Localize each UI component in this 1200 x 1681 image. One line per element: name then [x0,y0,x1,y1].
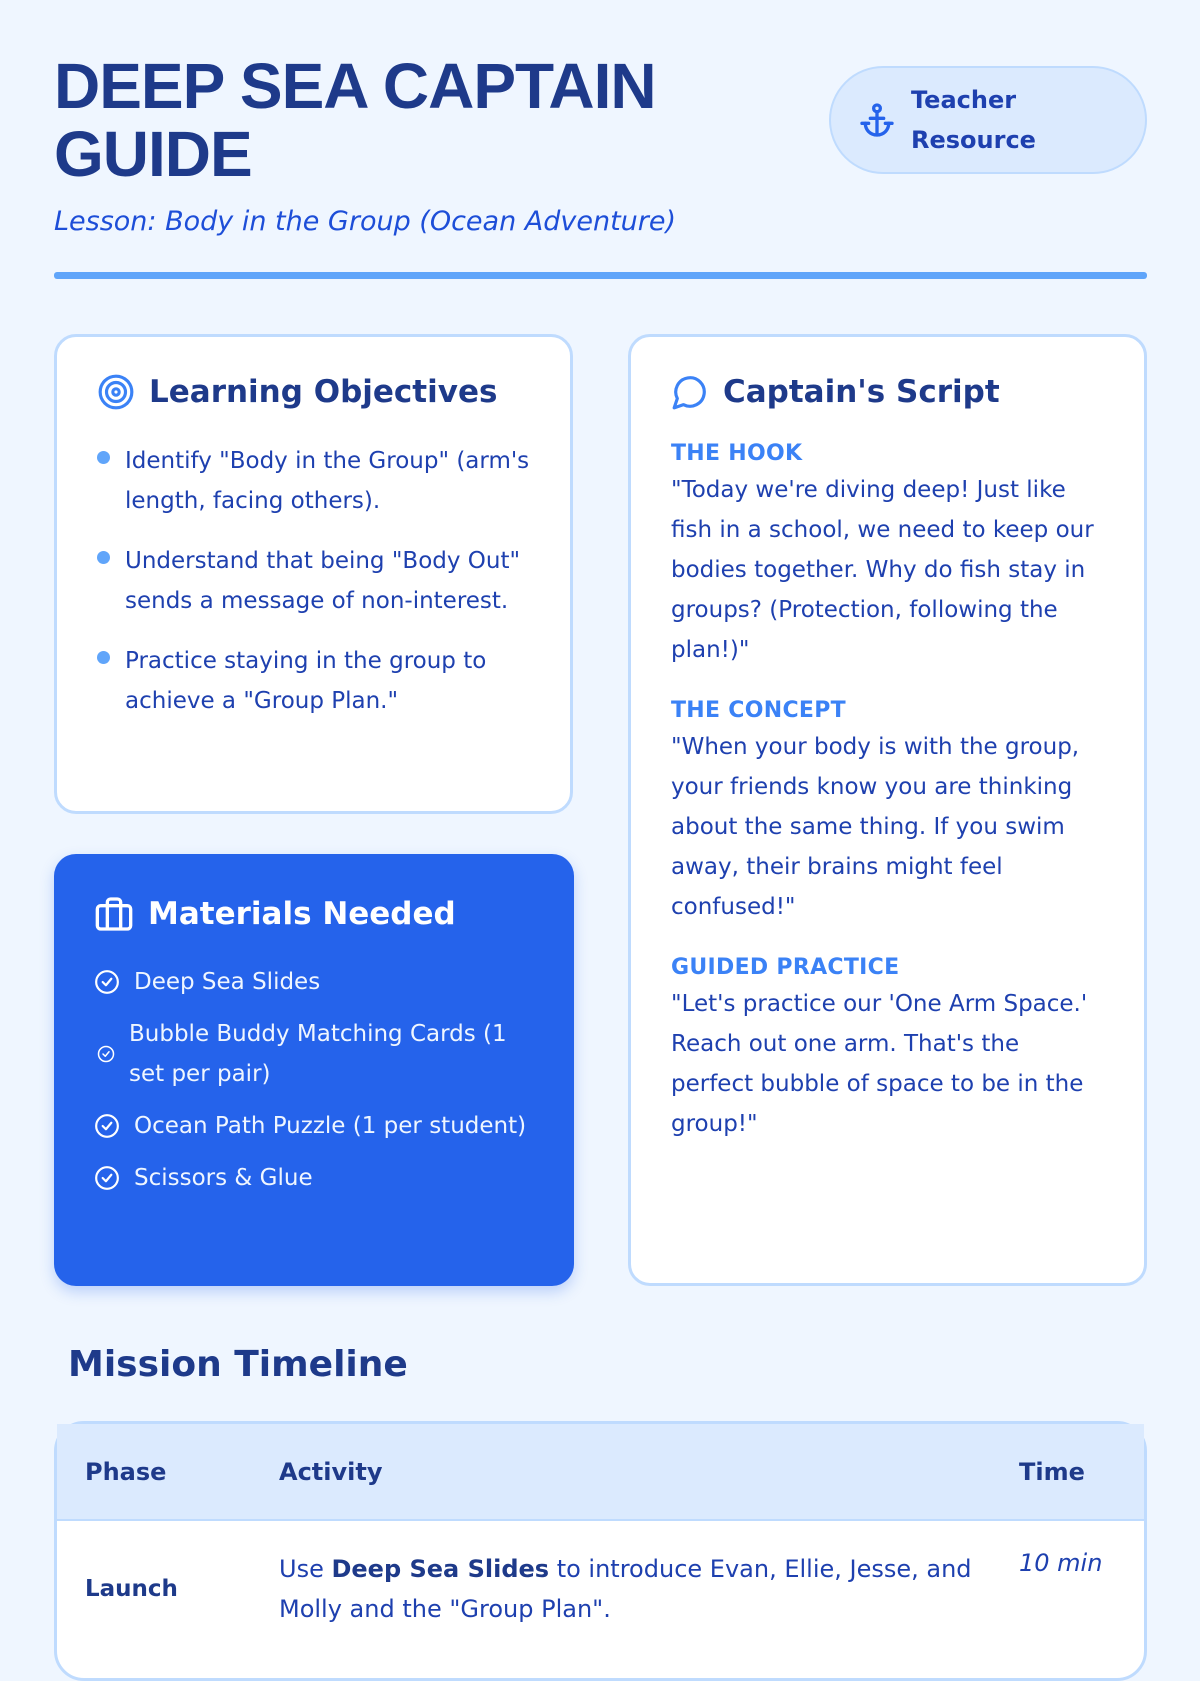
script-section-hook [671,441,1104,670]
section-label: THE HOOK [671,441,803,466]
header-divider [54,272,1147,279]
objectives-list [97,441,530,721]
script-section-guided-practice [671,955,1104,1144]
material-text: Ocean Path Puzzle (1 per student) [134,1113,527,1139]
objective-text: Understand that being "Body Out" sends a message of non-interest. [125,548,521,614]
material-text: Scissors & Glue [134,1165,313,1191]
materials-list [94,962,534,1198]
activity-text: to introduce Evan, Ellie, Jesse, and Molly and the "Group Plan". [279,1555,972,1623]
target-icon [97,373,135,411]
column-header-activity: Activity [279,1458,383,1486]
list-item [97,441,530,521]
list-item [97,541,530,621]
briefcase-icon [94,894,134,934]
page-title: DEEP SEA CAPTAIN GUIDE [54,50,656,190]
objectives-heading [97,373,530,411]
column-header-time: Time [1019,1458,1085,1486]
materials-heading-text: Materials Needed [148,896,456,932]
teacher-resource-badge [829,66,1147,174]
activity-text: Use [279,1555,332,1583]
objectives-heading-text: Learning Objectives [149,374,498,410]
materials-card [54,854,574,1286]
badge-label: Teacher Resource [911,86,1036,154]
materials-heading [94,894,534,934]
check-circle-icon [94,969,120,995]
check-circle-icon [97,1045,115,1063]
phase-cell: Launch [85,1576,178,1602]
material-text: Deep Sea Slides [134,969,321,995]
bullet [97,551,110,564]
learning-objectives-card [54,334,573,814]
objective-text: Practice staying in the group to achieve a "Group Plan." [125,648,487,714]
section-quote: "When your body is with the group, your friends know you are thinking about the same thing. If you swim away, their brains might feel confused!" [671,734,1080,920]
material-text: Bubble Buddy Matching Cards (1 set per pair) [129,1021,507,1087]
list-item [94,1014,534,1094]
header [54,0,1147,278]
activity-bold-text: Deep Sea Slides [331,1555,550,1583]
bullet [97,651,110,664]
script-heading-text: Captain's Script [723,374,1000,410]
check-circle-icon [94,1165,120,1191]
activity-cell [279,1549,979,1629]
section-label: GUIDED PRACTICE [671,955,900,980]
timeline-table [54,1421,1147,1681]
anchor-icon [857,100,897,140]
objective-text: Identify "Body in the Group" (arm's length, facing others). [125,448,530,514]
section-quote: "Today we're diving deep! Just like fish in a school, we need to keep our bodies together. Why do fish stay in groups? (Protection, following the plan!)" [671,477,1094,663]
script-heading [671,373,1104,411]
captains-script-card [628,334,1147,1286]
page [54,0,1147,1623]
speech-bubble-icon [671,373,709,411]
list-item [94,1158,534,1198]
list-item [94,962,534,1002]
bullet [97,451,110,464]
script-section-concept [671,698,1104,927]
table-header [57,1424,1144,1521]
section-quote: "Let's practice our 'One Arm Space.' Reach out one arm. That's the perfect bubble of space to be in the group!" [671,991,1088,1137]
column-header-phase: Phase [85,1458,167,1486]
time-cell: 10 min [1019,1549,1103,1577]
check-circle-icon [94,1113,120,1139]
list-item [94,1106,534,1146]
section-label: THE CONCEPT [671,698,846,723]
lesson-subtitle: Lesson: Body in the Group (Ocean Adventure) [54,206,677,237]
list-item [97,641,530,721]
timeline-heading: Mission Timeline [68,1344,408,1385]
